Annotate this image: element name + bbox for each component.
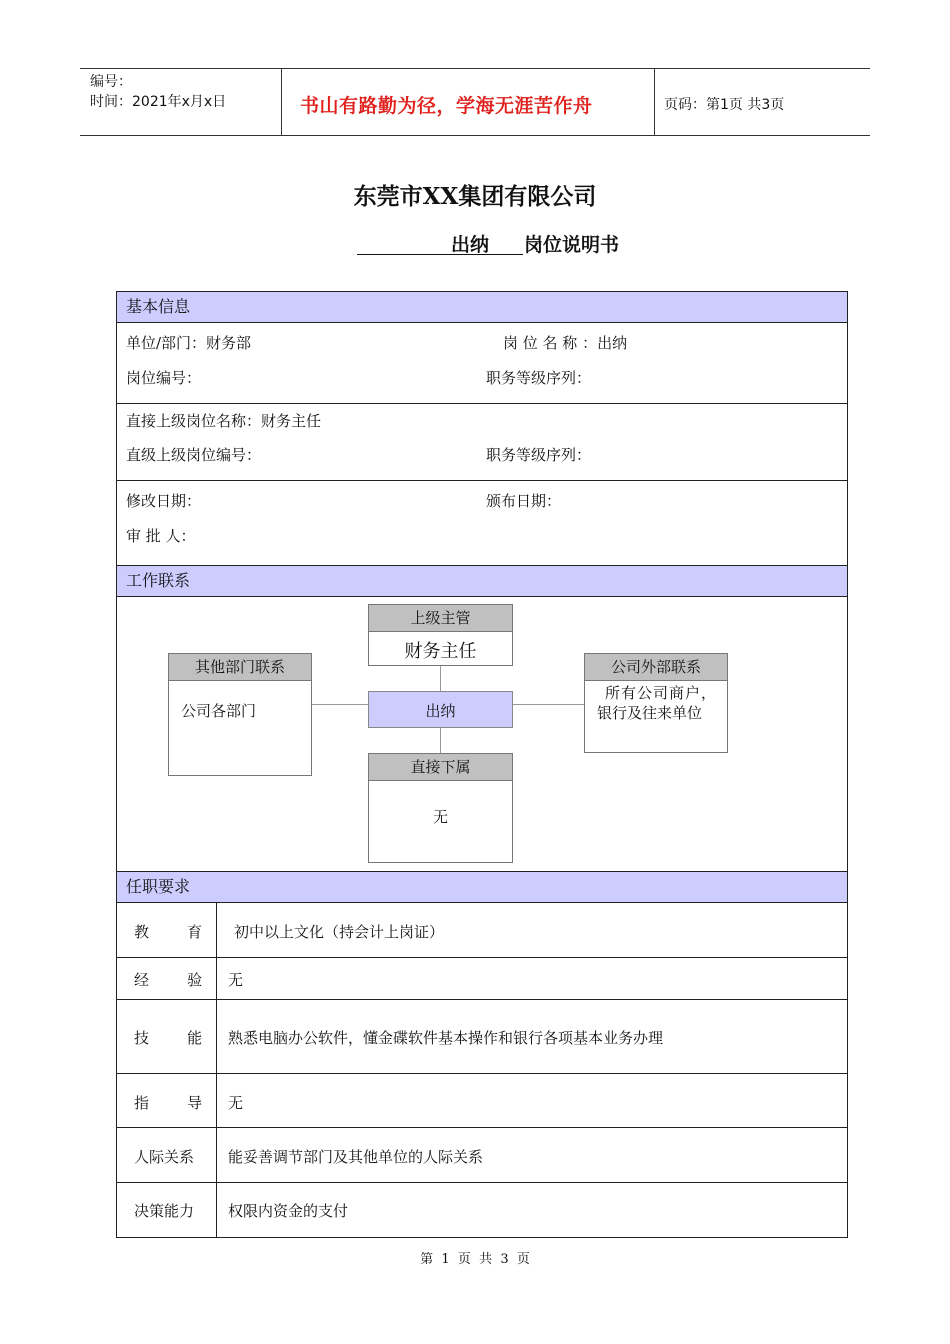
req-value-education: 初中以上文化（持会计上岗证） [234, 923, 445, 941]
serial-label: 编号： [90, 74, 132, 90]
req-value-skills: 熟悉电脑办公软件，懂金碟软件基本操作和银行各项基本业务办理 [228, 1029, 664, 1047]
superior-code-field: 直级上级岗位编号： [126, 446, 262, 464]
post-name-field: 岗 位 名 称 ：出纳 [503, 334, 628, 352]
row-divider [116, 1127, 848, 1128]
center-post-label: 出纳 [425, 702, 456, 720]
req-label-skills: 技 能 [134, 1029, 203, 1047]
row-divider [116, 403, 848, 404]
row-divider [116, 1182, 848, 1183]
post-name-underlined: 出纳 [357, 230, 523, 255]
req-label-relations: 人际关系 [134, 1148, 195, 1166]
grade-seq-field-2: 职务等级序列： [486, 446, 592, 464]
row-divider [116, 480, 848, 481]
req-value-experience: 无 [228, 971, 244, 989]
req-label-decision: 决策能力 [134, 1202, 195, 1220]
modified-date-field: 修改日期： [126, 492, 202, 510]
section-requirements: 任职要求 [116, 871, 848, 903]
unit-field: 单位/部门：财务部 [126, 334, 252, 352]
external-contacts-title: 公司外部联系 [585, 654, 727, 681]
req-value-decision: 权限内资金的支付 [228, 1202, 349, 1220]
req-label-experience: 经 验 [134, 971, 203, 989]
time-label: 时间：2021年x月x日 [90, 94, 227, 110]
grade-seq-field-1: 职务等级序列： [486, 369, 592, 387]
internal-contacts-value: 公司各部门 [181, 702, 257, 720]
superior-box-title: 上级主管 [369, 605, 512, 632]
header-bottom-rule [80, 135, 870, 136]
doc-title-suffix: 岗位说明书 [524, 234, 620, 256]
subordinate-box [368, 753, 513, 863]
superior-box-value: 财务主任 [404, 641, 477, 662]
row-divider [116, 999, 848, 1000]
connector-external [513, 704, 584, 705]
connector-superior [440, 666, 441, 692]
page-footer: 第 1 页 共 3 页 [420, 1252, 530, 1267]
superior-post-field: 直接上级岗位名称：财务主任 [126, 412, 322, 430]
req-label-guidance: 指 导 [134, 1094, 203, 1112]
req-value-guidance: 无 [228, 1094, 244, 1112]
section-basic-info: 基本信息 [116, 291, 848, 323]
header-divider-right [654, 68, 655, 136]
post-code-field: 岗位编号： [126, 369, 202, 387]
external-contacts-value-line1: 所有公司商户， [605, 684, 718, 702]
external-contacts-value-line2: 银行及往来单位 [597, 704, 703, 722]
header-top-rule [80, 68, 870, 69]
connector-internal [312, 704, 369, 705]
req-value-relations: 能妥善调节部门及其他单位的人际关系 [228, 1148, 484, 1166]
header-divider-left [281, 68, 282, 136]
req-label-education: 教 育 [134, 923, 203, 941]
row-divider [116, 1073, 848, 1074]
section-work-relations: 工作联系 [116, 565, 848, 597]
motto: 书山有路勤为径，学海无涯苦作舟 [300, 95, 593, 117]
internal-contacts-title: 其他部门联系 [169, 654, 311, 681]
superior-box [368, 604, 513, 666]
issue-date-field: 颁布日期： [486, 492, 562, 510]
company-title: 东莞市XX集团有限公司 [353, 183, 597, 210]
requirements-column-divider [216, 902, 217, 1238]
approver-field: 审 批 人： [126, 527, 196, 545]
page-info: 页码：第1页 共3页 [664, 97, 785, 113]
row-divider [116, 957, 848, 958]
external-contacts-box [584, 653, 728, 753]
subordinate-box-title: 直接下属 [369, 754, 512, 781]
center-post-box [368, 691, 513, 728]
subordinate-box-value: 无 [432, 808, 448, 826]
connector-subordinate [440, 728, 441, 754]
internal-contacts-box [168, 653, 312, 776]
